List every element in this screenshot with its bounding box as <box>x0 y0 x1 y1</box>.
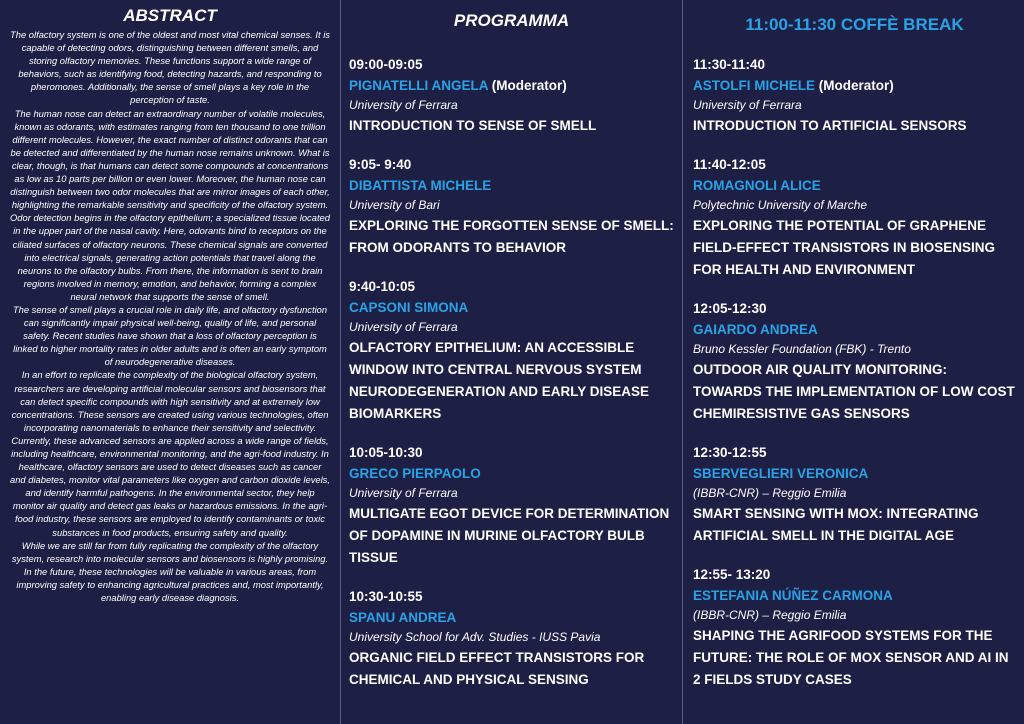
talk-title: ORGANIC FIELD EFFECT TRANSISTORS FOR CHEMICAL AND PHYSICAL SENSING <box>349 650 645 687</box>
speaker-role: (Moderator) <box>488 78 567 93</box>
talk-title: SHAPING THE AGRIFOOD SYSTEMS FOR THE FUTURE: THE ROLE OF MOX SENSOR AND AI IN 2 FIELDS STUDY CASES <box>693 628 1009 687</box>
talk-item <box>693 154 1016 281</box>
talk-affiliation: University of Bari <box>349 198 440 212</box>
talk-title: INTRODUCTION TO SENSE OF SMELL <box>349 118 597 133</box>
talk-speaker <box>349 607 674 628</box>
talk-speaker <box>349 175 674 196</box>
talk-affiliation: University of Ferrara <box>693 98 802 112</box>
talk-title: EXPLORING THE FORGOTTEN SENSE OF SMELL: FROM ODORANTS TO BEHAVIOR <box>349 218 674 255</box>
abstract-paragraph: The olfactory system is one of the oldest and most vital chemical senses. It is capable of detecting odors, distinguishing between different smells, and storing olfactory memories. These functions support a wide range of behaviors, such as identifying food, detecting hazards, and responding to pheromones. Additionally, the sense of smell plays a key role in the perception of taste. <box>10 29 330 106</box>
talk-item <box>693 54 1016 137</box>
talk-affiliation: Polytechnic University of Marche <box>693 198 868 212</box>
talk-time: 11:30-11:40 <box>693 57 766 72</box>
talk-affiliation: Bruno Kessler Foundation (FBK) - Trento <box>693 342 911 356</box>
programma-title: PROGRAMMA <box>453 11 570 30</box>
talk-affiliation: (IBBR-CNR) – Reggio Emilia <box>693 486 847 500</box>
talk-time: 9:40-10:05 <box>349 279 416 294</box>
talk-speaker <box>693 75 1016 96</box>
talk-speaker <box>693 463 1016 484</box>
talk-speaker <box>693 175 1016 196</box>
talk-title: SMART SENSING WITH MOX: INTEGRATING ARTIFICIAL SMELL IN THE DIGITAL AGE <box>693 506 979 543</box>
talk-item <box>693 298 1016 425</box>
talk-time: 12:05-12:30 <box>693 301 767 316</box>
talk-affiliation: University of Ferrara <box>349 486 458 500</box>
talk-speaker <box>349 463 674 484</box>
abstract-paragraph: In an effort to replicate the complexity of the biological olfactory system, researchers are developing artificial molecular sensors and biosensors that can detect specific compounds with high sensitivity and at extremely low concentrations. These sensors are created using various technologies, often incorporating nanomaterials to enhance their sensitivity and selectivity. Currently, these advanced sensors are applied across a wide range of fields, including healthcare, environmental monitoring, and the agri-food industry. In healthcare, olfactory sensors are used to detect diseases such as cancer and diabetes, monitor vital parameters like oxygen and carbon dioxide levels, and identify harmful pathogens. In the environmental sector, they help monitor air quality and detect gas leaks or hazardous emissions. In the agri-food industry, these sensors are employed to identify contaminants or toxic substances in food products, ensuring safety and quality. <box>10 369 330 538</box>
talk-affiliation: (IBBR-CNR) – Reggio Emilia <box>693 608 847 622</box>
programma-column <box>341 0 683 724</box>
talk-item <box>349 276 674 425</box>
speaker-name: CAPSONI SIMONA <box>349 300 469 315</box>
abstract-body <box>10 28 330 604</box>
talk-item <box>693 442 1016 547</box>
talk-time: 09:00-09:05 <box>349 57 423 72</box>
talk-title: EXPLORING THE POTENTIAL OF GRAPHENE FIELD-EFFECT TRANSISTORS IN BIOSENSING FOR HEALTH AND ENVIRONMENT <box>693 218 996 277</box>
talk-speaker <box>693 319 1016 340</box>
speaker-name: ROMAGNOLI ALICE <box>693 178 821 193</box>
talk-affiliation: University School for Adv. Studies - IUSS Pavia <box>349 630 601 644</box>
speaker-name: SBERVEGLIERI VERONICA <box>693 466 869 481</box>
abstract-paragraph: While we are still far from fully replicating the complexity of the olfactory system, research into molecular sensors and biosensors is highly promising. In the future, these technologies will be valuable in various areas, from improving safety to enhancing agricultural practices and, most importantly, enabling early disease diagnosis. <box>11 539 329 604</box>
talk-time: 10:30-10:55 <box>349 589 423 604</box>
talk-title: INTRODUCTION TO ARTIFICIAL SENSORS <box>693 118 967 133</box>
speaker-name: SPANU ANDREA <box>349 610 457 625</box>
speaker-name: GAIARDO ANDREA <box>693 322 818 337</box>
speaker-role: (Moderator) <box>815 78 894 93</box>
talk-time: 10:05-10:30 <box>349 445 423 460</box>
abstract-column <box>0 0 341 724</box>
talk-speaker <box>349 75 674 96</box>
talk-time: 12:30-12:55 <box>693 445 767 460</box>
talk-item <box>349 586 674 691</box>
talk-item <box>349 54 674 137</box>
talk-speaker <box>693 585 1016 606</box>
talk-time: 9:05- 9:40 <box>349 157 412 172</box>
speaker-name: GRECO PIERPAOLO <box>349 466 481 481</box>
talk-time: 12:55- 13:20 <box>693 567 771 582</box>
talk-speaker <box>349 297 674 318</box>
speaker-name: DIBATTISTA MICHELE <box>349 178 492 193</box>
coffee-break-title: 11:00-11:30 COFFÈ BREAK <box>745 15 964 34</box>
talk-title: OLFACTORY EPITHELIUM: AN ACCESSIBLE WINDOW INTO CENTRAL NERVOUS SYSTEM NEURODEGENERATION AND EARLY DISEASE BIOMARKERS <box>349 340 650 421</box>
abstract-paragraph: Odor detection begins in the olfactory epithelium; a specialized tissue located in the upper part of the nasal cavity. Here, odorants bind to receptors on the ciliated surfaces of olfactory neurons. These chemical signals are converted into electrical signals, generating action potentials that travel along the neurons to the olfactory bulbs. From there, the information is sent to brain regions involved in memory, emotion, and behavior, forming a complex neural network that supports the sense of smell. <box>10 212 330 302</box>
talk-title: OUTDOOR AIR QUALITY MONITORING: TOWARDS THE IMPLEMENTATION OF LOW COST CHEMIRESISTIVE GAS SENSORS <box>693 362 1015 421</box>
speaker-name: ASTOLFI MICHELE <box>693 78 816 93</box>
abstract-paragraph: The human nose can detect an extraordinary number of volatile molecules, known as odorants, with estimates ranging from ten thousand to one trillion different molecules. However, the exact number of distinct odorants that can be detected and differentiated by the human nose remains unknown. What is clear, though, is that humans can detect some compounds at concentrations as low as 10 parts per billion or even lower. Moreover, the human nose can distinguish between two odor molecules that are mirror images of each other, highlighting the remarkable sensitivity and specificity of the olfactory system. <box>10 107 330 211</box>
talk-item <box>349 154 674 259</box>
talk-title: MULTIGATE EGOT DEVICE FOR DETERMINATION OF DOPAMINE IN MURINE OLFACTORY BULB TISSUE <box>349 506 670 565</box>
talk-item <box>349 442 674 569</box>
abstract-title: ABSTRACT <box>123 6 217 25</box>
speaker-name: PIGNATELLI ANGELA <box>349 78 488 93</box>
talk-affiliation: University of Ferrara <box>349 98 458 112</box>
afternoon-column <box>683 0 1024 724</box>
talk-affiliation: University of Ferrara <box>349 320 458 334</box>
speaker-name: ESTEFANIA NÚÑEZ CARMONA <box>693 588 893 603</box>
talk-time: 11:40-12:05 <box>693 157 766 172</box>
talk-item <box>693 564 1016 691</box>
abstract-paragraph: The sense of smell plays a crucial role in daily life, and olfactory dysfunction can significantly impair physical well-being, quality of life, and personal safety. Recent studies have shown that a loss of olfactory perception is linked to higher mortality rates in older adults and is often an early symptom of neurodegenerative diseases. <box>12 303 328 368</box>
